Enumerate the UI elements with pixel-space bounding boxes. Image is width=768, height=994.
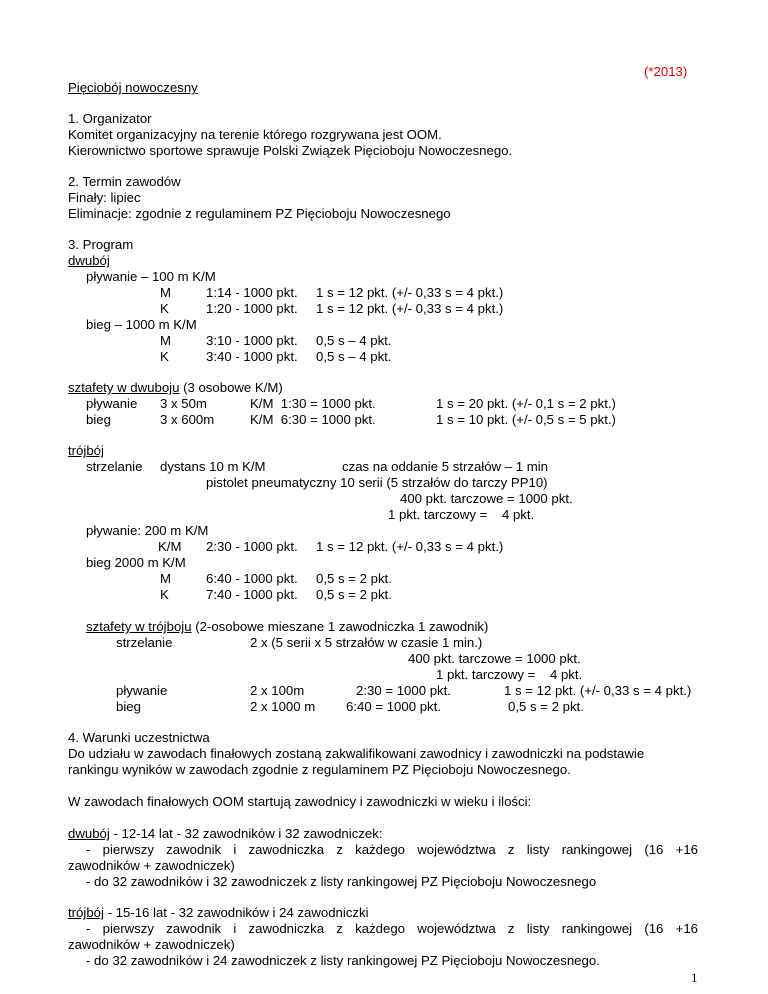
trojboj-bullet-2: - do 32 zawodników i 24 zawodniczek z listy rankingowej PZ Pięcioboju Nowoczesnego. xyxy=(86,953,600,968)
dwuboj-run-m-label: M xyxy=(160,333,171,348)
relay3-shoot-desc: 2 x (5 serii x 5 strzałów w czasie 1 min.) xyxy=(250,635,483,650)
section-3-heading: 3. Program xyxy=(68,237,134,252)
relay2-run-name: bieg xyxy=(86,412,111,427)
year-note: (*2013) xyxy=(644,64,688,79)
dwuboj-swim: pływanie – 100 m K/M xyxy=(86,269,216,284)
dwuboj-qual-title: dwubój xyxy=(68,826,110,841)
trojboj-shoot-name: strzelanie xyxy=(86,459,143,474)
relay3-shoot-points-1: 400 pkt. tarczowe = 1000 pkt. xyxy=(408,651,581,666)
relay2-swim-name: pływanie xyxy=(86,396,138,411)
dwuboj-swim-m-time: 1:14 - 1000 pkt. xyxy=(206,285,298,300)
dwuboj-run-k-time: 3:40 - 1000 pkt. xyxy=(206,349,298,364)
page-title: Pięciobój nowoczesny xyxy=(68,80,198,95)
trojboj-qual-rest: - 15-16 lat - 32 zawodników i 24 zawodniczki xyxy=(103,905,369,920)
dwuboj-swim-m-rule: 1 s = 12 pkt. (+/- 0,33 s = 4 pkt.) xyxy=(316,285,504,300)
section-4-p2: W zawodach finałowych OOM startują zawodnicy i zawodniczki w wieku i ilości: xyxy=(68,794,532,809)
dwuboj-run-k-label: K xyxy=(160,349,169,364)
trojboj-shoot-pistol: pistolet pneumatyczny 10 serii (5 strzałów do tarczy PP10) xyxy=(206,475,548,490)
trojboj-run-k-label: K xyxy=(160,587,169,602)
dwuboj-run: bieg – 1000 m K/M xyxy=(86,317,197,332)
relay3-title-suffix: (2-osobowe mieszane 1 zawodniczka 1 zawodnik) xyxy=(191,619,489,634)
dwuboj-qual-rest: - 12-14 lat - 32 zawodników i 32 zawodniczek: xyxy=(109,826,383,841)
relay2-run-dist: 3 x 600m xyxy=(160,412,215,427)
dwuboj-swim-k-label: K xyxy=(160,301,169,316)
relay3-swim-rule: 1 s = 12 pkt. (+/- 0,33 s = 4 pkt.) xyxy=(504,683,692,698)
relay2-title: sztafety w dwuboju xyxy=(68,380,180,395)
relay2-title-suffix: (3 osobowe K/M) xyxy=(179,380,283,395)
relay3-swim-dist: 2 x 100m xyxy=(250,683,305,698)
relay3-heading xyxy=(86,619,488,635)
relay2-swim-rule: 1 s = 20 pkt. (+/- 0,1 s = 2 pkt.) xyxy=(436,396,616,411)
trojboj-bullet-1-line-1: - pierwszy zawodnik i zawodniczka z każdego województwa z listy rankingowej (16 +16 xyxy=(86,921,698,936)
section-4-heading: 4. Warunki uczestnictwa xyxy=(68,730,210,745)
relay2-swim-dist: 3 x 50m xyxy=(160,396,207,411)
dwuboj-title: dwubój xyxy=(68,253,110,268)
section-1-line-1: Komitet organizacyjny na terenie którego rozgrywana jest OOM. xyxy=(68,127,442,142)
relay3-run-name: bieg xyxy=(116,699,141,714)
trojboj-run-m-label: M xyxy=(160,571,171,586)
trojboj-run-k-time: 7:40 - 1000 pkt. xyxy=(206,587,298,602)
dwuboj-bullet-1-line-1: - pierwszy zawodnik i zawodniczka z każdego województwa z listy rankingowej (16 +16 xyxy=(86,842,698,857)
dwuboj-qualification xyxy=(68,826,382,842)
relay2-run-rule: 1 s = 10 pkt. (+/- 0,5 s = 5 pkt.) xyxy=(436,412,616,427)
section-2-heading: 2. Termin zawodów xyxy=(68,174,181,189)
dwuboj-run-k-rule: 0,5 s – 4 pkt. xyxy=(316,349,392,364)
section-4-p1-line-2: rankingu wyników w zawodach zgodnie z regulaminem PZ Pięcioboju Nowoczesnego. xyxy=(68,762,571,777)
trojboj-shoot-dist: dystans 10 m K/M xyxy=(160,459,266,474)
trojboj-shoot-points-2: 1 pkt. tarczowy = 4 pkt. xyxy=(388,507,535,522)
section-4-p1-line-1: Do udziału w zawodach finałowych zostaną zakwalifikowani zawodnicy i zawodniczki na podstawie xyxy=(68,746,645,761)
relay3-shoot-name: strzelanie xyxy=(116,635,173,650)
trojboj-swim-time: 2:30 - 1000 pkt. xyxy=(206,539,298,554)
trojboj-run-k-rule: 0,5 s = 2 pkt. xyxy=(316,587,392,602)
section-2-line-2: Eliminacje: zgodnie z regulaminem PZ Pięcioboju Nowoczesnego xyxy=(68,206,451,221)
trojboj-swim: pływanie: 200 m K/M xyxy=(86,523,209,538)
section-1-line-2: Kierownictwo sportowe sprawuje Polski Związek Pięcioboju Nowoczesnego. xyxy=(68,143,513,158)
dwuboj-swim-k-rule: 1 s = 12 pkt. (+/- 0,33 s = 4 pkt.) xyxy=(316,301,504,316)
relay2-swim-time: K/M 1:30 = 1000 pkt. xyxy=(250,396,376,411)
trojboj-swim-rule: 1 s = 12 pkt. (+/- 0,33 s = 4 pkt.) xyxy=(316,539,504,554)
relay3-swim-time: 2:30 = 1000 pkt. xyxy=(356,683,451,698)
trojboj-run-m-time: 6:40 - 1000 pkt. xyxy=(206,571,298,586)
trojboj-shoot-points-1: 400 pkt. tarczowe = 1000 pkt. xyxy=(400,491,573,506)
trojboj-bullet-1-line-2: zawodników + zawodniczek) xyxy=(68,937,235,952)
relay2-run-time: K/M 6:30 = 1000 pkt. xyxy=(250,412,376,427)
dwuboj-swim-m-label: M xyxy=(160,285,171,300)
dwuboj-run-m-time: 3:10 - 1000 pkt. xyxy=(206,333,298,348)
trojboj-shoot-time: czas na oddanie 5 strzałów – 1 min xyxy=(342,459,548,474)
relay3-title: sztafety w trójboju xyxy=(86,619,192,634)
section-2-line-1: Finały: lipiec xyxy=(68,190,141,205)
relay3-run-rule: 0,5 s = 2 pkt. xyxy=(508,699,584,714)
trojboj-qual-title: trójbój xyxy=(68,905,104,920)
trojboj-run-m-rule: 0,5 s = 2 pkt. xyxy=(316,571,392,586)
section-1-heading: 1. Organizator xyxy=(68,111,152,126)
relay3-run-dist: 2 x 1000 m xyxy=(250,699,316,714)
dwuboj-bullet-2: - do 32 zawodników i 32 zawodniczek z listy rankingowej PZ Pięcioboju Nowoczesnego xyxy=(86,874,597,889)
dwuboj-swim-k-time: 1:20 - 1000 pkt. xyxy=(206,301,298,316)
dwuboj-run-m-rule: 0,5 s – 4 pkt. xyxy=(316,333,392,348)
trojboj-run: bieg 2000 m K/M xyxy=(86,555,186,570)
relay3-run-time: 6:40 = 1000 pkt. xyxy=(346,699,441,714)
page-number: 1 xyxy=(691,970,698,985)
trojboj-swim-label: K/M xyxy=(158,539,182,554)
trojboj-title: trójbój xyxy=(68,443,104,458)
relay3-swim-name: pływanie xyxy=(116,683,168,698)
dwuboj-bullet-1-line-2: zawodników + zawodniczek) xyxy=(68,858,235,873)
relay2-heading xyxy=(68,380,283,396)
relay3-shoot-points-2: 1 pkt. tarczowy = 4 pkt. xyxy=(436,667,583,682)
trojboj-qualification xyxy=(68,905,369,921)
